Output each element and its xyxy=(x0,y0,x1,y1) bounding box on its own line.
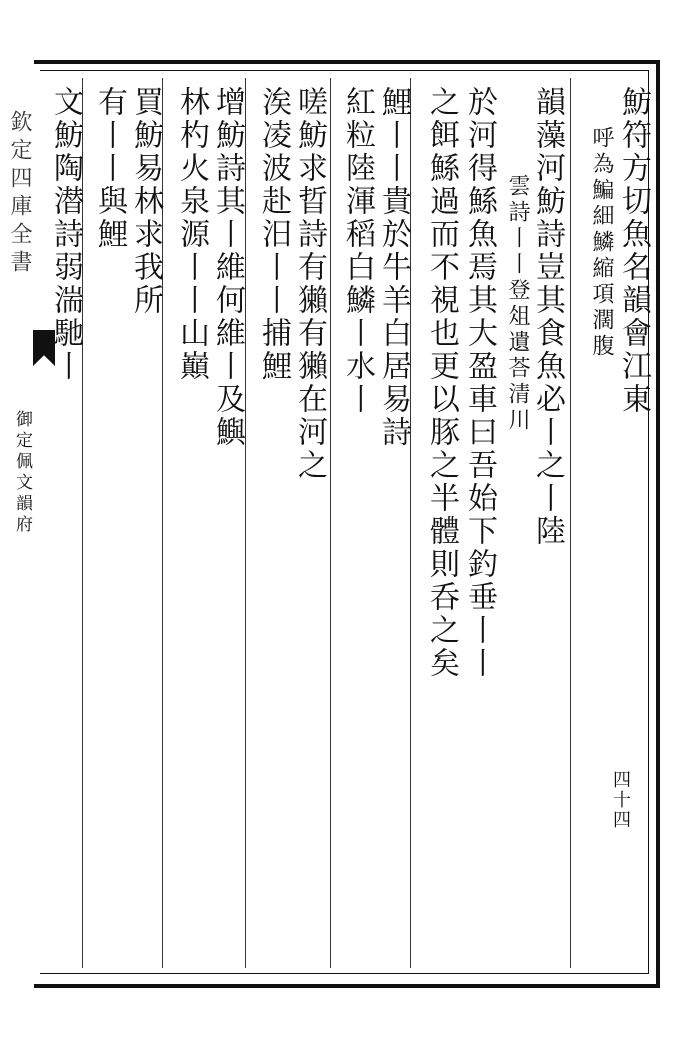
column-15: 文魴陶潜詩弱湍馳丨 xyxy=(48,86,83,383)
column-11: 增魴詩其丨維何維丨及鱮 xyxy=(210,86,245,449)
remaining-columns xyxy=(42,86,43,87)
column-9: 嗟魴求晢詩有獺有獺在河之 xyxy=(292,86,327,482)
page-number: 四十四 xyxy=(610,770,631,830)
text-columns xyxy=(40,78,650,968)
column-rule xyxy=(330,78,331,968)
column-13: 買魴易林求我所 xyxy=(128,86,163,317)
column-7: 鯉丨丨貴於牛羊白居易詩 xyxy=(376,86,411,449)
column-3: 韻藻河魴詩豈其食魚必丨之丨陸 xyxy=(530,86,565,548)
section-title: 御定佩文韻府 xyxy=(12,410,32,536)
column-5: 於河得鯀魚焉其大盈車曰吾始下釣垂丨丨 xyxy=(462,86,497,680)
center-margin xyxy=(0,80,40,980)
column-1: 魴符方切魚名韻會江東 xyxy=(616,86,651,416)
book-title: 欽定四庫全書 xyxy=(7,110,32,278)
column-14: 有丨丨與鯉 xyxy=(92,86,127,251)
column-rule xyxy=(570,78,571,968)
column-2: 呼為鯿細鱗縮項濶腹 xyxy=(589,126,614,360)
column-4: 雲詩丨丨登俎遺荅清川 xyxy=(505,174,530,434)
column-6: 之餌鯀過而不視也更以豚之半體則呑之矣 xyxy=(424,86,459,680)
column-8: 紅粒陸渾稻白鱗丨水丨 xyxy=(340,86,375,416)
column-12: 林杓火泉源丨丨山巔 xyxy=(174,86,209,383)
column-10: 涘凌波赴汨丨丨捕鯉 xyxy=(256,86,291,383)
